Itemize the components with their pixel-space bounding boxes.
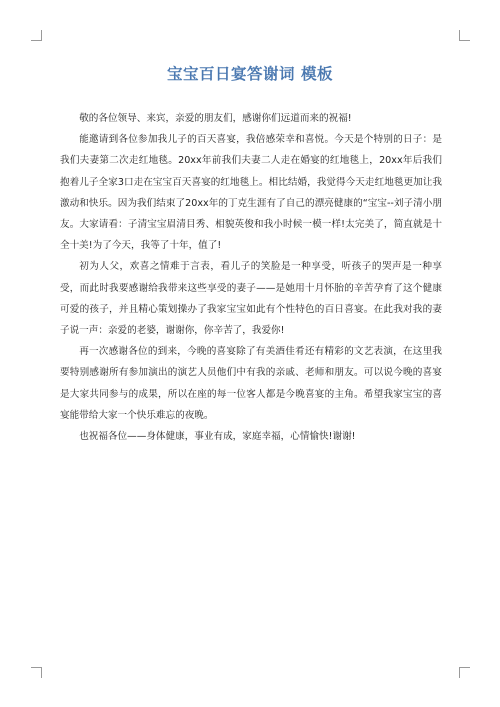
crop-mark-top-right	[459, 30, 470, 41]
document-title: 宝宝百日宴答谢词 模板	[167, 65, 333, 83]
crop-mark-bottom-left	[31, 667, 42, 678]
paragraph-thanks-wife: 初为人父，欢喜之情难于言表，看儿子的笑脸是一种享受，听孩子的哭声是一种享受，而此时我要感谢给我带来这些享受的妻子——是她用十月怀胎的辛苦孕育了这个健康可爱的孩子，并且精心策划操办了我家宝宝如此有个性特色的百日喜宴。在此我对我的妻子说一声：亲爱的老婆，谢谢你，你辛苦了，我爱你!	[60, 261, 442, 337]
paragraph-closing: 也祝福各位——身体健康，事业有成，家庭幸福，心情愉快!谢谢!	[79, 431, 356, 443]
paragraph-introduction: 能邀请到各位参加我儿子的百天喜宴，我倍感荣幸和喜悦。今天是个特别的日子：是我们夫妻第二次走红地毯。20xx年前我们夫妻二人走在婚宴的红地毯上，20xx年后我们抱着儿子全家3口走在宝宝百天喜宴的红地毯上。相比结婚，我觉得今天走红地毯更加让我激动和快乐。因为我们结束了20xx年的丁克生涯有了自己的漂亮健康的“宝宝--刘子清小朋友。大家请看：子清宝宝眉清目秀、相貌英俊和我小时候一模一样!太完美了，简直就是十全十美!为了今天，我等了十年，值了!	[60, 134, 442, 252]
paragraph-thanks-guests: 再一次感谢各位的到来，今晚的喜宴除了有美酒佳肴还有精彩的文艺表演，在这里我要特别感谢所有参加演出的演艺人员他们中有我的亲戚、老师和朋友。可以说今晚的喜宴是大家共同参与的成果，所以在座的每一位客人都是今晚喜宴的主角。希望我家宝宝的喜宴能带给大家一个快乐难忘的夜晚。	[60, 346, 442, 421]
crop-mark-bottom-right	[459, 667, 470, 678]
crop-mark-top-left	[31, 30, 42, 41]
paragraph-greeting: 敬的各位领导、来宾，亲爱的朋友们，感谢你们远道而来的祝福!	[79, 113, 352, 124]
document-body	[60, 108, 442, 447]
